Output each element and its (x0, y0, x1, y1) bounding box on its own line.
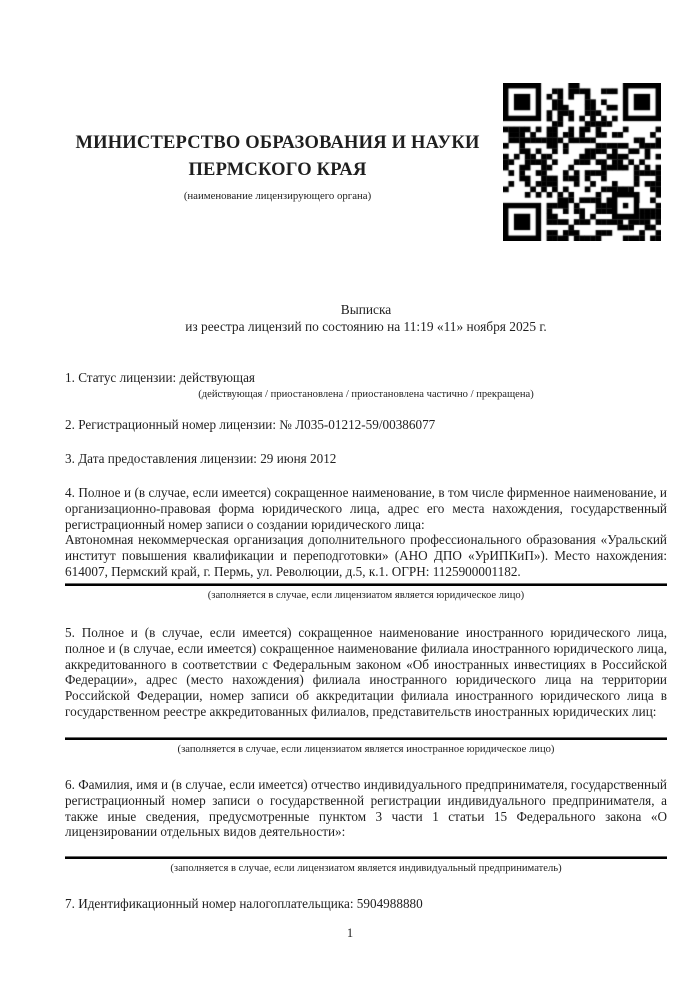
item-7-taxpayer-id: 7. Идентификационный номер налогоплательщика: 5904988880 (65, 896, 423, 911)
qr-code-icon (503, 83, 661, 241)
licensing-authority-caption: (наименование лицензирующего органа) (183, 190, 372, 202)
item-4-fill-line (65, 583, 667, 586)
item-4-legal-entity (65, 485, 667, 580)
qr-code-canvas (503, 83, 661, 241)
ministry-name-line2: ПЕРМСКОГО КРАЯ (188, 160, 367, 180)
item-5-caption: (заполняется в случае, если лицензиатом является иностранное юридическое лицо) (177, 744, 555, 755)
item-1-license-status: 1. Статус лицензии: действующая (65, 370, 256, 385)
page-number: 1 (346, 926, 354, 940)
document-title (65, 301, 667, 335)
ministry-name-line1: МИНИСТЕРСТВО ОБРАЗОВАНИЯ И НАУКИ (75, 133, 480, 153)
item-4-caption: (заполняется в случае, если лицензиатом является юридическое лицо) (207, 590, 525, 601)
item-5-foreign-entity (65, 625, 667, 720)
item-3-grant-date: 3. Дата предоставления лицензии: 29 июня 2012 (65, 451, 337, 466)
item-6-individual-entrepreneur (65, 777, 667, 840)
item-6-fill-line (65, 856, 667, 859)
item-4-label: 4. Полное и (в случае, если имеется) сокращенное наименование, в том числе фирменное наименование, и организационно-правовая форма юридического лица, адрес его места нахождения, государственный регистрационный номер записи о создании юридического лица: (65, 485, 667, 532)
item-1-status-options-caption: (действующая / приостановлена / приостановлена частично / прекращена) (198, 389, 534, 400)
item-5-label: 5. Полное и (в случае, если имеется) сокращенное наименование иностранного юридического лица, полное и (в случае, если имеется) сокращенное наименование филиала иностранного юридического лица, аккредитованного в соответствии с Федеральным законом «Об иностранных инвестициях в Российской Федерации», адрес (место нахождения) филиала иностранного юридического лица на территории Российской Федерации, номер записи об аккредитации филиала иностранного юридического лица в государственном реестре аккредитованных филиалов, представительств иностранных юридических лиц: (65, 625, 667, 719)
item-6-caption: (заполняется в случае, если лицензиатом является индивидуальный предприниматель) (170, 863, 562, 874)
licensing-authority-header (65, 130, 490, 202)
item-5-fill-line (65, 737, 667, 740)
document-title-line1: Выписка (340, 302, 392, 317)
item-4-value: Автономная некоммерческая организация дополнительного профессионального образования «Уральский институт повышения квалификации и переподготовки» (АНО ДПО «УрИПКиП»). Место нахождения: 614007, Пермский край, г. Пермь, ул. Революции, д.5, к.1. ОГРН: 1125900001182. (65, 532, 667, 579)
item-6-label: 6. Фамилия, имя и (в случае, если имеется) отчество индивидуального предпринимателя, государственный регистрационный номер записи о государственной регистрации индивидуального предпринимателя, а также иные сведения, предусмотренные пунктом 3 части 1 статьи 15 Федерального закона «О лицензировании отдельных видов деятельности»: (65, 777, 667, 840)
document-title-line2: из реестра лицензий по состоянию на 11:19 «11» ноября 2025 г. (185, 319, 547, 334)
item-2-registration-number: 2. Регистрационный номер лицензии: № Л035-01212-59/00386077 (65, 417, 436, 432)
